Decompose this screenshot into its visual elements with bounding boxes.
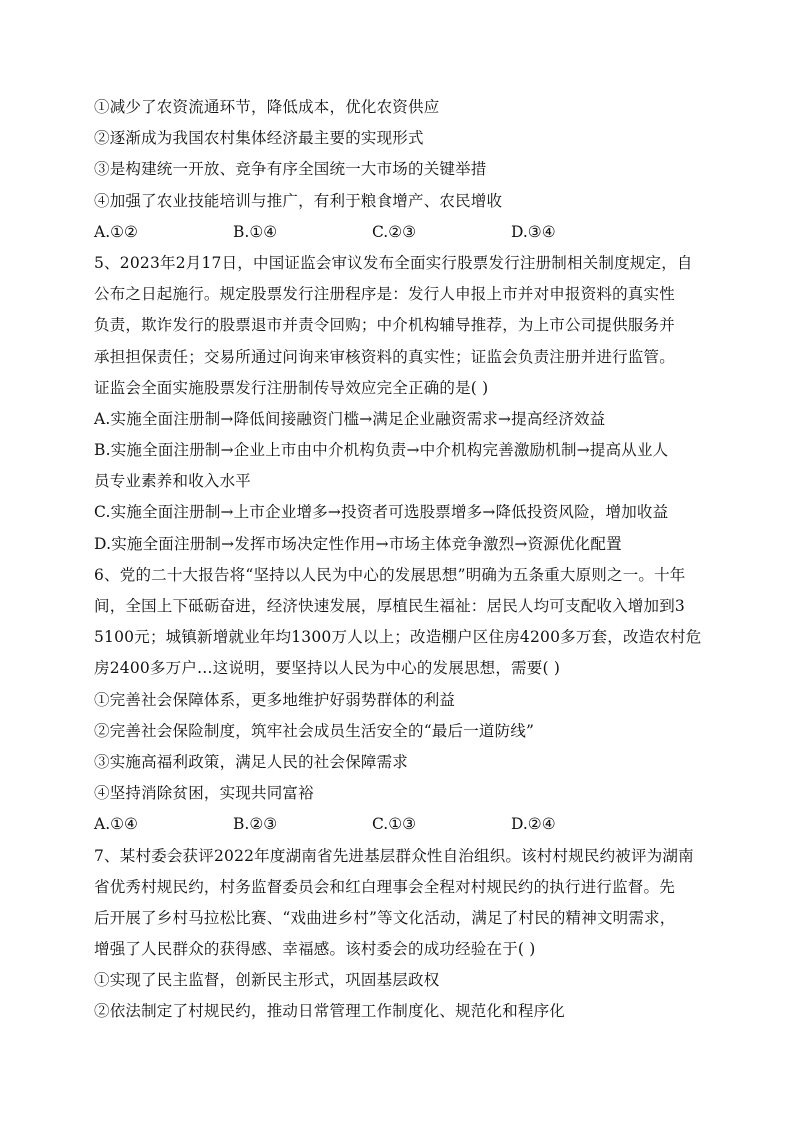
q5-stem-line-4: 承担担保责任；交易所通过问询来审核资料的真实性；证监会负责注册并进行监管。: [94, 347, 675, 366]
q5-stem-line-5: 证监会全面实施股票发行注册制传导效应完全正确的是( ): [94, 378, 489, 397]
q5-stem-line-1: 5、2023年2月17日，中国证监会审议发布全面实行股票发行注册制相关制度规定，自: [94, 253, 693, 272]
q7-stem-line-4: 增强了人民群众的获得感、幸福感。该村委会的成功经验在于( ): [94, 940, 536, 959]
q5-stem-line-2: 公布之日起施行。规定股票发行注册程序是：发行人申报上市并对申报资料的真实性: [94, 285, 675, 304]
q5-option-b-cont: 员专业素养和收入水平: [94, 472, 252, 491]
q4-item-4: ④加强了农业技能培训与推广，有利于粮食增产、农民增收: [94, 191, 503, 210]
q7-stem-line-3: 后开展了乡村马拉松比赛、“戏曲进乡村”等文化活动，满足了村民的精神文明需求，: [94, 908, 676, 927]
q6-option-b: B.②③: [233, 815, 278, 834]
q6-stem-line-3: 5100元；城镇新增就业年均1300万人以上；改造棚户区住房4200多万套，改造农村危: [94, 628, 702, 647]
q5-option-b: B.实施全面注册制→企业上市由中介机构负责→中介机构完善激励机制→提高从业人: [94, 441, 669, 460]
exam-page: [94, 92, 714, 1028]
q5-option-c: C.实施全面注册制→上市企业增多→投资者可选股票增多→降低投资风险，增加收益: [94, 503, 669, 522]
q4-item-1: ①减少了农资流通环节，降低成本，优化农资供应: [94, 98, 440, 116]
q7-stem-line-1: 7、某村委会获评2022年度湖南省先进基层群众性自治组织。该村村规民约被评为湖南: [94, 846, 694, 865]
q7-stem-line-2: 省优秀村规民约，村务监督委员会和红白理事会全程对村规民约的执行进行监督。先: [94, 877, 675, 896]
q4-option-a: A.①②: [94, 222, 138, 241]
q6-stem-line-1: 6、党的二十大报告将“坚持以人民为中心的发展思想”明确为五条重大原则之一。十年: [94, 565, 686, 584]
q4-options: [94, 217, 714, 248]
q6-option-d: D.②④: [511, 815, 556, 834]
q5-option-a: A.实施全面注册制→降低间接融资门槛→满足企业融资需求→提高经济效益: [94, 409, 606, 428]
q4-option-b: B.①④: [233, 222, 278, 241]
q4-item-2: ②逐渐成为我国农村集体经济最主要的实现形式: [94, 129, 424, 148]
q6-option-a: A.①④: [94, 815, 138, 834]
q6-item-1: ①完善社会保障体系，更多地维护好弱势群体的利益: [94, 690, 456, 709]
q6-item-2: ②完善社会保险制度，筑牢社会成员生活安全的“最后一道防线”: [94, 721, 535, 740]
q7-item-2: ②依法制定了村规民约，推动日常管理工作制度化、规范化和程序化: [94, 1002, 566, 1021]
q6-stem-line-2: 间，全国上下砥砺奋进，经济快速发展，厚植民生福祉：居民人均可支配收入增加到3: [94, 597, 685, 615]
q6-stem-line-4: 房2400多万户…这说明，要坚持以人民为中心的发展思想，需要( ): [94, 659, 561, 678]
q6-options: [94, 809, 714, 840]
q5-option-d: D.实施全面注册制→发挥市场决定性作用→市场主体竞争激烈→资源优化配置: [94, 534, 622, 553]
q6-option-c: C.①③: [372, 815, 417, 834]
q4-option-c: C.②③: [372, 222, 417, 241]
q4-item-3: ③是构建统一开放、竞争有序全国统一大市场的关键举措: [94, 160, 487, 179]
q7-item-1: ①实现了民主监督，创新民主形式，巩固基层政权: [94, 971, 440, 990]
q4-option-d: D.③④: [511, 222, 556, 241]
q5-stem-line-3: 负责，欺诈发行的股票退市并责令回购；中介机构辅导推荐，为上市公司提供服务并: [94, 316, 675, 335]
q6-item-4: ④坚持消除贫困，实现共同富裕: [94, 784, 314, 803]
q6-item-3: ③实施高福利政策，满足人民的社会保障需求: [94, 752, 409, 771]
